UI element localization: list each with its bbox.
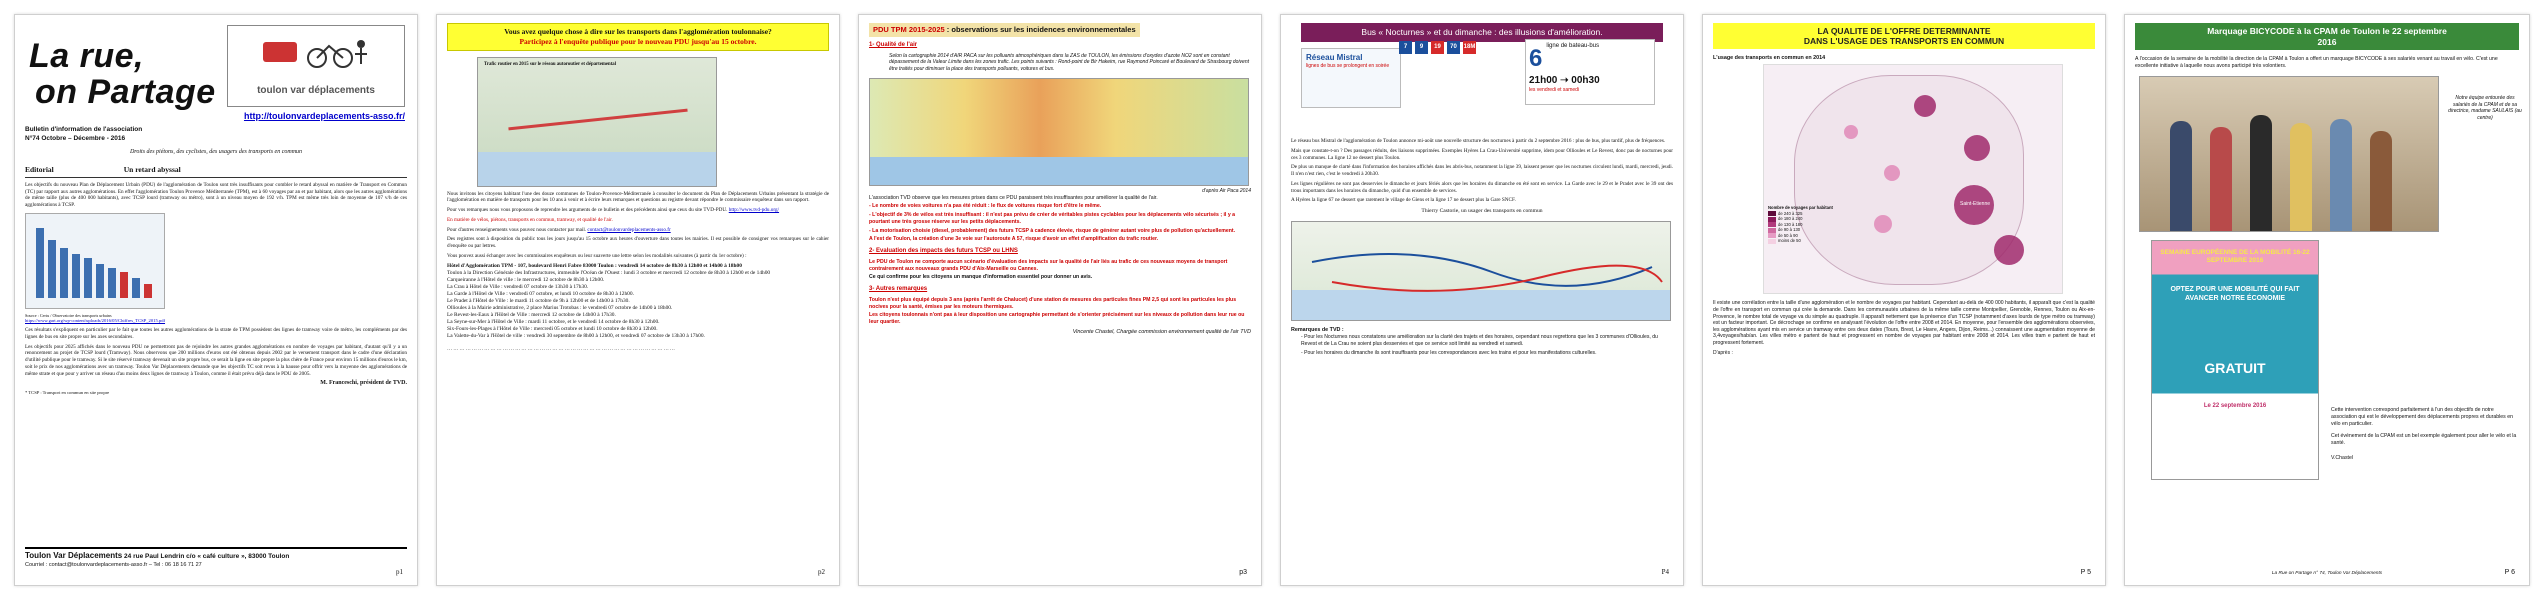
p6-right-text: [2331, 407, 2521, 462]
bus-card-title: Réseau Mistral: [1306, 53, 1363, 63]
map-legend: [1768, 205, 1833, 243]
poster-gratuit: GRATUIT: [2204, 359, 2266, 376]
signature: M. Franceschi, président de TVD.: [320, 380, 407, 387]
footer-org: Toulon Var Déplacements: [25, 551, 123, 561]
footer: La Rue on Partage n° 74, Toulon Var Déplacements: [2271, 570, 2383, 576]
page-6: [2124, 14, 2530, 586]
bulletin-info: [25, 126, 407, 143]
contact-mail-link[interactable]: contact@toulonvardeplacements-asso.fr: [587, 226, 671, 233]
p4-para-3: De plus un manque de clarté dans l'information des horaires affichés dans les abris-bus, notamment la ligne 39, laissent penser que les nocturnes circulent lundi, mardi, mercredi, jeudi. Il n'en n'est rien, c'est le vendredi à 20h30.: [1291, 164, 1673, 178]
section-1-intro: Selon la cartographie 2014 d'AIR PACA sur les polluants atmosphériques dans la ZAS de TOULON, les émissions d'oxydes d'azote NO2 sont en constant dépassement de la Valeur Limite dans les zones trafic. Les points suivants : Rond-point de Bir Hakeim, rue Raymond Poincaré et Boulevard de Strasbourg doivent être traités pour diminuer la place des transports polluants, voitures et bus.: [889, 52, 1250, 72]
reunion-item: Hôtel d'Agglomération TPM - 107, boulevard Henri Fabre 83000 Toulon : vendredi 14 octobre de 8h30 à 12h00 et 14h00 à 18h00: [447, 262, 742, 269]
chart-bar: [132, 278, 140, 298]
section-1-text: L'association TVD observe que les mesures prises dans ce PDU paraissent très insuffisantes pour améliorer la qualité de l'air.: [869, 194, 1158, 201]
page-5: [1702, 14, 2106, 586]
p5-title-line2: DANS L'USAGE DES TRANSPORTS EN COMMUN: [1803, 36, 2005, 47]
legend-item: de 240 à 325: [1768, 211, 1833, 216]
section-2-head: 2- Evaluation des impacts des futurs TCSP ou LHNS: [869, 248, 1018, 255]
chart-bar-highlight: [144, 284, 152, 298]
section-1-point: - La motorisation choisie (diesel, probablement) des futurs TCSP à cadence élevée, risque de générer autant voire plus de pollution qu'actuellement.: [869, 227, 1236, 234]
voyages-chart: [25, 213, 165, 309]
p2-para-3-text: Pour d'autres renseignements vous pouvez nous contacter par mail.: [447, 226, 587, 233]
footer-address: 24 rue Paul Lendrin c/o « café culture », 83000 Toulon: [124, 553, 290, 561]
banner-line1: Vous avez quelque chose à dire sur les transports dans l'agglomération toulonnaise?: [504, 27, 772, 36]
p3-title-tag: PDU TPM 2015-2025: [873, 25, 945, 34]
line-6-label: ligne de bateau-bus: [1546, 43, 1600, 49]
france-usage-map: [1763, 64, 2063, 294]
p4-para-2: Mais que constate-t-on ? Des passages réduits, des liaisons supprimées. Exemples Hyères La Crau-Université supprime, idem pour Ollioules et Le Revest, donc pas de nocturnes pour ces 3 communes. La ligne 12 ne dessert plus Toulon.: [1291, 147, 1673, 161]
reunion-item: La Seyne-sur-Mer à l'Hôtel de Ville : mardi 11 octobre, et le vendredi 14 octobre de 8h30 à 12h00.: [447, 318, 660, 325]
bus-line-badge: 9: [1415, 41, 1428, 54]
page-number: P4: [1661, 567, 1669, 576]
p3-title: PDU TPM 2015-2025 : observations sur les incidences environnementales: [869, 23, 1140, 37]
logo-icon: [257, 32, 377, 82]
highway-line: [508, 108, 687, 130]
bus-line-badge: 70: [1447, 41, 1460, 54]
page-number: p2: [818, 567, 825, 576]
remark-text: Pour les horaires du dimanche ils sont insuffisants pour les correspondances avec les trains et pour les manifestations culturelles.: [1304, 349, 1597, 356]
signature: V.Chastel: [2331, 454, 2354, 461]
chart-source-link[interactable]: https://www.gart.org/wp-content/uploads/2016/05/Chiffres_TCSP_2015.pdf: [25, 318, 166, 324]
signature: Thierry Castorie, un usager des transports en commun: [1421, 208, 1543, 215]
mobility-week-poster: [2151, 240, 2319, 480]
chart-bar-highlight: [120, 272, 128, 298]
bus-line-badges: [1399, 41, 1476, 54]
p4-para-5: A Hyères la ligne 67 ne dessert que rarement le village de Giens et la ligne 17 ne dessert plus la Gare SNCF.: [1291, 197, 1516, 204]
poster-top: SEMAINE EUROPÉENNE DE LA MOBILITÉ 16-22 SEPTEMBRE 2016: [2160, 248, 2310, 265]
remark-item: - Pour les horaires du dimanche ils sont insuffisants pour les correspondances avec les trains et pour les manifestations culturelles.: [1301, 349, 1597, 356]
footer: [25, 547, 407, 569]
p2-para-4: Des registres sont à disposition du public tous les jours jusqu'au 15 octobre aux heures d'ouverture dans toutes les mairies. Il est possible de consigner vos remarques sur le cahier d'enquête ou par lettres.: [447, 236, 829, 249]
logo: [227, 25, 405, 107]
chart-bar: [96, 264, 104, 298]
sea-area: [478, 152, 716, 186]
chart-caption: Source : Certu / Observatoire des transports urbains: [25, 312, 112, 318]
poster-date: Le 22 septembre 2016: [2203, 402, 2267, 409]
reunion-item: La Garde à l'Hôtel de Ville : vendredi 07 octobre, et lundi 10 octobre de 8h30 à 12h00.: [447, 290, 634, 297]
p2-para-1: Nous invitons les citoyens habitant l'une des douze communes de Toulon-Provence-Méditerranée à consulter le document du Plan de Déplacements Urbains présentant la stratégie de l'agglomération en matière de transports pour les 10 ans à venir et à écrire leurs remarques et questions au registre devant répondre le commissaire enquêteur dans son rapport.: [447, 190, 829, 204]
poster-mid: OPTEZ POUR UNE MOBILITÉ QUI FAIT AVANCER NOTRE ÉCONOMIE: [2170, 285, 2300, 302]
remark-item: - Pour les Nocturnes nous constatons une amélioration sur la clarté des trajets et des horaires, cependant nous regrettons que les 3 communes d'Ollioules, du Revest et de La Crau ne soient plus desservies et que ce service soit limité au vendredi et samedi.: [1301, 334, 1658, 347]
bulletin-issue: N°74 Octobre – Décembre - 2016: [25, 134, 126, 142]
bus-line-badge: 18M: [1463, 41, 1476, 54]
sources-label: D'après :: [1713, 349, 1733, 356]
section-3-text: Toulon n'est plus équipé depuis 3 ans (après l'arrêt de Chalucet) d'une station de mesures des particules fines PM 2,5 qui sont les particules les plus nocives pour la santé, émises par les moteurs thermiques.: [869, 296, 1237, 310]
divider-dots: …………………………………………………………………………………………………: [447, 345, 676, 352]
p6-title-line1: Marquage BICYCODE à la CPAM de Toulon le 22 septembre: [2207, 26, 2447, 36]
masthead-line2: on Partage: [35, 72, 216, 111]
legend-item: de 180 à 240: [1768, 216, 1833, 221]
page-2: [436, 14, 840, 586]
air-quality-map: [869, 78, 1249, 186]
p6-title-line2: 2016: [2317, 36, 2337, 47]
p6-text-2: Cet événement de la CPAM est un bel exemple également pour aller le vélo et la santé.: [2331, 433, 2517, 446]
p2-para-5: Vous pouvez aussi échanger avec les commissaires enquêteurs ou leur suaverte une lettre selon les modalités suivantes (à partir du 1er octobre) :: [447, 252, 747, 259]
reunion-item: Le Revest-les-Eaux à l'Hôtel de Ville : mercredi 12 octobre de 14h00 à 17h30.: [447, 311, 616, 318]
footer-contact: Courriel : contact@toulonvardeplacements-asso.fr – Tel : 06 18 16 71 27: [25, 561, 202, 568]
editorial-para-1: Les objectifs du nouveau Plan de Déplacement Urbain (PDU) de l'agglomération de Toulon sont très insuffisants pour combler le retard abyssal en matière de Transport en Commun (TC) par rapport aux autres agglomérations. En effet l'agglomération Toulon Provence Méditerranée (TPM), est à 60 voyages par an et par habitant, alors que les autres agglomérations de même taille (plus de 400 000 habitants), avec TCSP lourd (tramway ou métro), sont à un niveau moyen de 192 v/h. TPM est même très loin de moyenne de 107 v/h de ces agglomérations à TCSP.: [25, 181, 407, 209]
legend-item: de 90 à 130: [1768, 227, 1833, 232]
subtitle: Droits des piétons, des cyclistes, des usagers des transports en commun: [129, 149, 303, 156]
chart-bar: [60, 248, 68, 298]
team-photo: [2139, 76, 2439, 232]
page-3: [858, 14, 1262, 586]
usage-label: L'usage des transports en commun en 2014: [1713, 55, 1826, 62]
map-credit: d'après Air Paca 2014: [1202, 188, 1251, 195]
site-url-link[interactable]: http://toulonvardeplacements-asso.fr/: [243, 111, 405, 121]
p6-title: [2135, 23, 2519, 50]
p2-para-3: [447, 227, 829, 234]
traffic-map-caption: Trafic routier en 2015 sur le réseau autoroutier et départemental: [484, 61, 617, 67]
line-6-number: 6: [1529, 45, 1543, 72]
p4-title: Bus « Nocturnes » et du dimanche : des illusions d'amélioration.: [1301, 23, 1663, 42]
chart-bar: [48, 240, 56, 298]
bus-line-badge: 19: [1431, 41, 1444, 54]
legend-item: de 50 à 90: [1768, 233, 1833, 238]
city-circle: [1994, 235, 2024, 265]
page-number: P 6: [2504, 568, 2515, 576]
p3-title-rest: observations sur les incidences environnementales: [951, 25, 1136, 34]
chart-bar: [36, 228, 44, 298]
banner-line2: Participez à l'enquête publique pour le nouveau PDU jusqu'au 15 octobre.: [519, 36, 757, 46]
reunion-item: Carqueiranne à l'Hôtel de ville : le mercredi 12 octobre de 8h30 à 12h00.: [447, 276, 605, 283]
page-1: [14, 14, 418, 586]
reunion-list: [447, 263, 829, 340]
p4-para-1: Le réseau bus Mistral de l'agglomération de Toulon annonce mi-août une nouvelle structure des nocturnes à partir du 2 septembre 2016 : plus de bus, plus tardif, plus de fréquences.: [1291, 138, 1666, 145]
remarks-head: Remarques de TVD :: [1291, 327, 1344, 334]
p5-body: Il existe une corrélation entre la taille d'une agglomération et le nombre de voyages par habitant. Cependant au-delà de 400 000 habitants, il apparaît que c'est la qualité de l'offre en transport en commun qui crée la demande. Dans les communautés urbaines de la même taille comme Montpellier, Grenoble, Rennes, Toulon ou Aix-en-Provence, le nombre total de voyage va du simple au quadruple. Il apparaît nettement que la présence d'un TCSP (notamment d'axes lourds de type métro ou tramway) est un facteur important. Ce décrochage se confirme en analysant l'évolution de l'offre entre 2008 et 2014. En moyenne, pour l'ensemble des agglomérations observées, les agglomérations ayant mis en service un tramway entre ces deux dates (Tours, Brest, Le Havre, Angers, Dijon, Reims...) connaissent une augmentation moyenne de 3,4voyages/hab/an. Les villes métro e partent de haut et progressent en nombre de voyages par habitant entre 2008 et 2014. Les villes tram e partent de haut et progressent fortement.: [1713, 300, 2095, 347]
p5-title-line1: LA QUALITE DE L'OFFRE DETERMINANTE: [1817, 26, 1991, 36]
city-label: Saint-Etienne: [1960, 201, 1991, 208]
section-3-head: 3- Autres remarques: [869, 286, 928, 293]
p2-para-2: [447, 207, 829, 214]
page-4: [1280, 14, 1684, 586]
p2-para-2-text: Pour vos remarques nous vous proposons de reprendre les arguments de ce bulletin et des précédents ainsi que ceux du site TVD-PDU.: [447, 207, 728, 213]
page-number: P 5: [2080, 568, 2091, 576]
section-2-text: Le PDU de Toulon ne comporte aucun scénario d'évaluation des impacts sur la qualité de l'air liés au trafic de ces nouveaux moyens de transport contrairement aux nouveaux grands PDU d'Aix-Marseille ou Cannes.: [869, 258, 1228, 272]
france-shape: [1794, 75, 2024, 285]
editorial-para-2: Ces résultats s'expliquent en particulier par le fait que toutes les autres agglomérations de la strate de TPM possèdent des lignes de tramway voire de métro, les compléments par des lignes de bus en site propre sur les axes secondaires.: [25, 327, 407, 340]
bus-network-map: [1291, 221, 1671, 321]
line-6-days: les vendredi et samedi: [1529, 87, 1580, 94]
p6-intro: A l'occasion de la semaine de la mobilité la direction de la CPAM à Toulon a offert un marquage BICYCODE à ses salariés venant au travail en vélo. C'est une excellente initiative à laquelle nous avons participé très volontiers.: [2135, 56, 2498, 69]
legend-item: moins de 50: [1768, 238, 1833, 243]
page-number: p3: [1239, 568, 1247, 576]
remark-text: Pour les Nocturnes nous constatons une amélioration sur la clarté des trajets et des horaires, cependant nous regrettons que les 3 communes d'Ollioules, du Revest et de La Crau ne soient plus desservies et que ce service soit limité au vendredi et samedi.: [1301, 334, 1658, 347]
section-1-head: 1- Qualité de l'air: [869, 41, 918, 48]
editorial-para-3: Les objectifs pour 2025 affichés dans le nouveau PDU ne permettront pas de rejoindre les autres grandes agglomérations en nombre de voyages par habitant, d'autant qu'il y a un renoncement au projet de TCSP lourd (Tramway). Nous observons que 200 millions d'euros ont été obtenus depuis 2002 par le versement transport dans le cadre d'une déclaration d'utilité publique pour le tramway. Si le site réservé tramway devenait un site propre bus, ce serait la ligne en site propre la plus chère de France pour environ 15 millions d'euros le km, soit le prix de nos agglomérations avec un tramway. Toulon Var Déplacements demande que les objectifs TC soit revus à la hausse pour offrir vers la moyenne des agglomérations de même strate et que pour y arriver un réseau d'au moins deux lignes de tramway à Toulon, comme il était prévu déjà dans le PDU de 2005.: [25, 343, 407, 377]
reunion-item: Le Pradet à l'Hôtel de Ville : le mardi 11 octobre de 9h à 12h00 et de 14h00 à 17h30.: [447, 297, 630, 304]
p4-para-4: Les lignes régulières ne sont pas desservies le dimanche et jours fériés alors que les horaires du dimanche en été sont en service. La Garde avec le 29 et le Pradet avec le 39 ont des trous importants dans les horaires du dimanche, quid d'un ensemble de services.: [1291, 180, 1673, 194]
editorial-head: [25, 165, 407, 178]
chart-bar: [72, 254, 80, 298]
line-6-time: 21h00 ➝ 00h30: [1529, 75, 1600, 87]
bulletin-title: Bulletin d'information de l'association: [25, 126, 143, 134]
legend-title: Nombre de voyages par habitant: [1768, 205, 1833, 211]
reunion-item: Ollioules à la Mairie administrative, 2 place Marius Trotobas : le vendredi 07 octobre de 14h00 à 18h00.: [447, 304, 673, 311]
p2-red-line: En matière de vélos, piétons, transports en commun, tramway, et qualité de l'air.: [447, 216, 613, 223]
chart-bar: [108, 268, 116, 298]
section-1-point: - Le nombre de voies voitures n'a pas été réduit : le flux de voitures risque fort d'être le même.: [869, 203, 1102, 210]
network-lines: [1292, 222, 1672, 322]
p5-title: [1713, 23, 2095, 49]
legend-item: de 130 à 180: [1768, 222, 1833, 227]
photo-caption: Notre équipe entourée des salariés de la CPAM et de sa directrice, madame SAULAIS (au centre): [2448, 95, 2522, 121]
editorial-label: Editorial: [25, 165, 54, 175]
boat-bus-card: [1525, 39, 1655, 105]
section-1-point: A l'est de Toulon, la création d'une 3e voie sur l'autoroute A 57, risque d'avoir un effet d'amplification du trafic routier.: [869, 236, 1159, 243]
section-1-point: - L'objectif de 3% de vélos est très insuffisant : il n'est pas prévu de créer de véritables pistes cyclables pour les déplacements vélo sécurisés ; il y a pourtant une très grosse réserve sur les petits déplacements.: [869, 212, 1236, 225]
reunion-item: Six-Fours-les-Plages à l'Hôtel de Ville : mercredi 05 octobre et lundi 10 octobre de 8h30 à 12h00.: [447, 325, 658, 332]
chart-bar: [84, 258, 92, 298]
reunion-item: Toulon à la Direction Générale des Infrastructures, immeuble l'Océan de l'Ouest : lundi 3 octobre et mercredi 12 octobre de 8h30 à 12h00 et de 14h00: [447, 269, 771, 276]
page-number: p1: [396, 567, 403, 576]
bus-promo-card: [1301, 48, 1401, 108]
masthead-line1: La rue,: [29, 37, 144, 75]
tvd-pdu-link[interactable]: http://www.tvd-pdu.org/: [728, 207, 780, 213]
enquete-banner: [447, 23, 829, 51]
section-2-black: Ce qui confirme pour les citoyens un manque d'information essentiel pour donner un avis.: [869, 274, 1093, 281]
sea-area: [870, 157, 1248, 185]
p6-text-1: Cette intervention correspond parfaitement à l'un des objectifs de notre association qui est le développement des déplacements propres et durables en vélo en particulier.: [2331, 407, 2513, 427]
editorial-title: Un retard abyssal: [123, 165, 181, 175]
footnote: * TCSP : Transport en commun en site propre: [25, 390, 110, 396]
reunion-item: La Valette-du-Var à l'Hôtel de ville : vendredi 30 septembre de 8h00 à 12h00, et vendredi 07 octobre de 13h30 à 17h00.: [447, 332, 705, 339]
logo-text: toulon var déplacements: [257, 85, 375, 96]
section-3-text-2: Les citoyens toulonnais n'ont pas à leur disposition une cartographie permettant de s'orienter précisément sur les niveaux de pollution dans leur rue ou leur quartier.: [869, 312, 1245, 326]
traffic-map: [477, 57, 717, 187]
reunion-item: La Crau à Hôtel de Ville : vendredi 07 octobre de 13h30 à 17h30.: [447, 283, 589, 290]
bus-card-text: lignes de bus se prolongent en soirée: [1306, 63, 1390, 70]
signature: Vincente Chastel, Chargée commission environnement qualité de l'air TVD: [1072, 328, 1251, 335]
bus-line-badge: 7: [1399, 41, 1412, 54]
